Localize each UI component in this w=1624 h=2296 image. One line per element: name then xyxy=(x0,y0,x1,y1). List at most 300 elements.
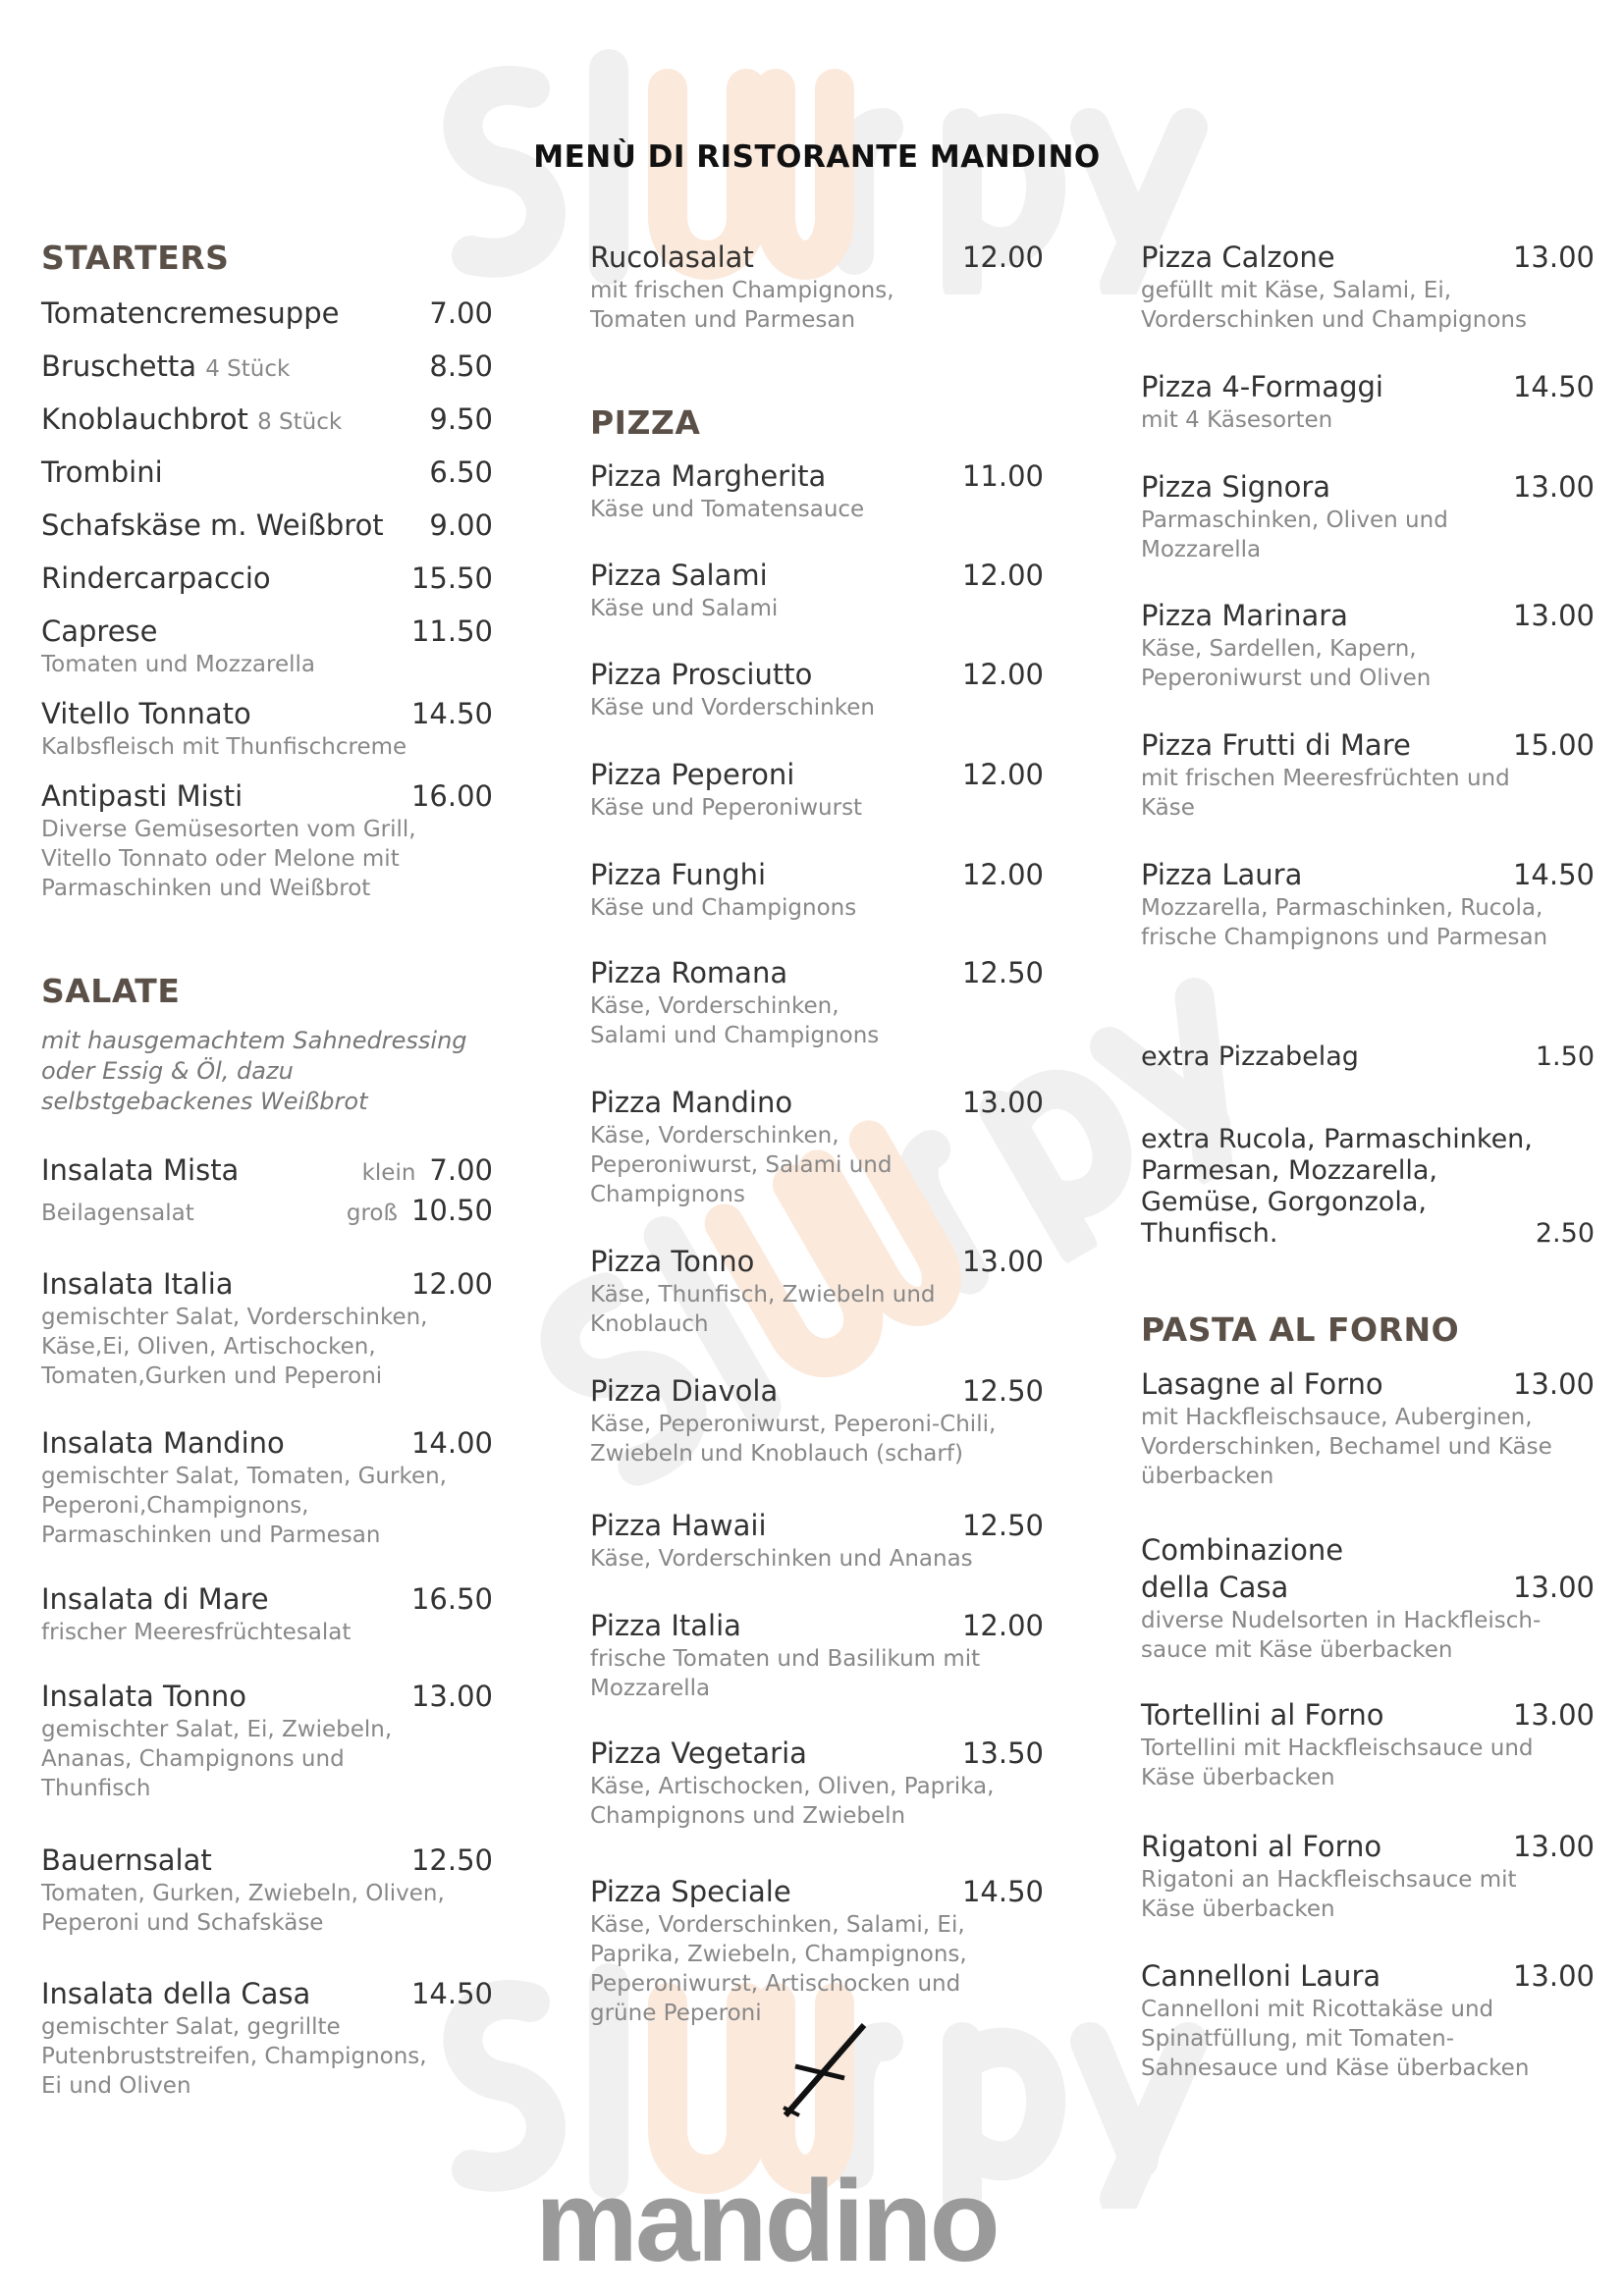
item-price: 14.00 xyxy=(410,1426,493,1460)
item-description: Knoblauch xyxy=(590,1311,709,1337)
item-description: grüne Peperoni xyxy=(590,2001,762,2026)
item-name-wrap xyxy=(41,560,271,597)
item-price-wrap xyxy=(962,656,1044,693)
item-price-wrap xyxy=(347,1192,493,1232)
item-description: Käse und Tomatensauce xyxy=(590,497,865,522)
item-subname: Beilagensalat xyxy=(41,1201,194,1226)
item-name-wrap xyxy=(41,1265,234,1303)
item-description: Käse, Vorderschinken und Ananas xyxy=(590,1546,973,1572)
item-name-wrap xyxy=(1141,368,1383,405)
item-description: gemischter Salat, Vorderschinken, xyxy=(41,1305,428,1330)
page-title: MENÙ DI RISTORANTE MANDINO xyxy=(533,139,1101,175)
item-price-wrap xyxy=(962,856,1044,893)
item-price: 8.50 xyxy=(429,349,493,383)
item-price-wrap xyxy=(411,560,493,597)
item-price-wrap xyxy=(411,1678,493,1715)
item-name: Pizza Laura xyxy=(1141,858,1303,891)
item-name-wrap xyxy=(41,1975,310,2012)
item-name: Rindercarpaccio xyxy=(41,561,271,595)
item-description: Parmaschinken, Oliven und xyxy=(1141,507,1448,533)
menu-item xyxy=(41,1678,493,1803)
item-description: gemischter Salat, Tomaten, Gurken, xyxy=(41,1464,447,1489)
item-price: 10.50 xyxy=(410,1194,493,1227)
item-name: Tortellini al Forno xyxy=(1141,1698,1384,1732)
item-name: Vitello Tonnato xyxy=(41,697,251,730)
item-description: überbacken xyxy=(1141,1464,1274,1489)
item-price: 13.00 xyxy=(1512,1698,1595,1732)
item-price: 13.00 xyxy=(1512,599,1595,632)
item-price-wrap xyxy=(1513,597,1595,634)
item-name: Schafskäse m. Weißbrot xyxy=(41,508,384,542)
menu-item xyxy=(1141,1124,1595,1250)
item-price-wrap xyxy=(411,777,493,815)
menu-item xyxy=(590,1735,1044,1831)
item-name-wrap xyxy=(41,1424,285,1462)
menu-item xyxy=(41,1265,493,1391)
extra-line xyxy=(1141,1218,1595,1250)
menu-item xyxy=(590,557,1044,623)
item-name-wrap xyxy=(590,856,766,893)
item-description: Peperoniwurst, Salami und xyxy=(590,1152,893,1178)
item-description: Champignons xyxy=(590,1182,745,1207)
menu-item xyxy=(41,1026,493,1117)
item-description: Tomaten und Parmesan xyxy=(590,307,856,333)
item-description: mit frischen Champignons, xyxy=(590,278,894,303)
item-description: Käse und Salami xyxy=(590,596,779,621)
item-price: 12.50 xyxy=(410,1843,493,1877)
item-price: 12.00 xyxy=(961,758,1044,791)
item-description: Käse, Vorderschinken, xyxy=(590,1123,839,1148)
item-row xyxy=(1141,856,1595,893)
item-name-wrap xyxy=(41,454,163,491)
menu-item xyxy=(590,756,1044,823)
item-price-wrap xyxy=(362,1151,493,1192)
menu-item xyxy=(590,1607,1044,1703)
extra-line xyxy=(1141,1187,1595,1218)
menu-item xyxy=(590,1372,1044,1468)
item-price-wrap xyxy=(1513,726,1595,764)
item-price-wrap xyxy=(1513,1696,1595,1734)
item-description: Käse und Peperoniwurst xyxy=(590,795,863,821)
item-price: 12.00 xyxy=(410,1267,493,1301)
item-name-wrap xyxy=(41,294,339,332)
item-name: Insalata di Mare xyxy=(41,1582,269,1616)
item-row xyxy=(41,294,493,332)
item-name-line xyxy=(1141,1531,1595,1569)
item-row xyxy=(41,507,493,544)
item-description: Käse überbacken xyxy=(1141,1765,1335,1790)
item-row xyxy=(590,457,1044,495)
item-price: 14.50 xyxy=(1512,370,1595,403)
item-row xyxy=(41,454,493,491)
item-name: Pizza Margherita xyxy=(590,459,827,493)
item-price-wrap xyxy=(962,1084,1044,1121)
menu-item xyxy=(590,239,1044,335)
item-name: Pizza Salami xyxy=(590,559,768,592)
menu-item xyxy=(1141,1696,1595,1792)
item-name-wrap xyxy=(1141,468,1330,506)
item-name: Combinazione xyxy=(1141,1533,1344,1567)
item-description: Ei und Oliven xyxy=(41,2073,191,2099)
item-description: Käse und Champignons xyxy=(590,895,857,921)
item-row xyxy=(41,777,493,815)
menu-item xyxy=(590,856,1044,923)
item-name-wrap xyxy=(590,756,794,793)
item-name-wrap xyxy=(1141,1957,1380,1995)
item-name-wrap xyxy=(590,1372,778,1410)
item-row xyxy=(41,1580,493,1618)
item-description: mit Hackfleischsauce, Auberginen, xyxy=(1141,1405,1533,1430)
item-description: frische Tomaten und Basilikum mit xyxy=(590,1646,981,1672)
extra-label: extra Rucola, Parmaschinken, xyxy=(1141,1124,1533,1154)
item-price: 7.00 xyxy=(429,296,493,330)
item-name: Insalata della Casa xyxy=(41,1977,311,2010)
item-description: Salami und Champignons xyxy=(590,1023,880,1048)
item-name-wrap xyxy=(1141,1696,1383,1734)
extra-label: extra Pizzabelag xyxy=(1141,1041,1359,1072)
item-row xyxy=(590,954,1044,991)
item-description: Käse, Vorderschinken, xyxy=(590,993,839,1019)
item-name-wrap xyxy=(41,1580,269,1618)
item-description: Tomaten, Gurken, Zwiebeln, Oliven, xyxy=(41,1881,445,1906)
item-price: 16.00 xyxy=(410,779,493,813)
item-name-wrap xyxy=(41,613,158,650)
item-description: Käse, Vorderschinken, Salami, Ei, xyxy=(590,1912,965,1938)
menu-item xyxy=(590,1243,1044,1339)
item-row xyxy=(41,1265,493,1303)
item-name-wrap xyxy=(1141,597,1348,634)
item-name-wrap xyxy=(590,954,787,991)
item-description: Peperoniwurst und Oliven xyxy=(1141,666,1432,691)
menu-item xyxy=(1141,1041,1595,1073)
item-name-wrap xyxy=(590,1507,767,1544)
item-price: 13.00 xyxy=(1512,240,1595,274)
item-row xyxy=(41,347,493,388)
item-row-sub xyxy=(41,1192,493,1232)
item-name: Pizza Funghi xyxy=(590,858,767,891)
section-heading xyxy=(41,972,493,1010)
item-price: 9.50 xyxy=(429,402,493,436)
item-price: 12.00 xyxy=(961,240,1044,274)
extra-line xyxy=(1141,1155,1595,1187)
item-note: 4 Stück xyxy=(205,356,291,382)
item-name: Pizza 4-Formaggi xyxy=(1141,370,1383,403)
extra-label: Thunfisch. xyxy=(1141,1218,1278,1249)
item-description: Vorderschinken, Bechamel und Käse xyxy=(1141,1434,1552,1460)
item-name-wrap xyxy=(590,1873,791,1910)
item-row xyxy=(1141,1365,1595,1403)
item-price: 13.00 xyxy=(1512,1367,1595,1401)
item-row xyxy=(41,695,493,732)
item-price-wrap xyxy=(411,1975,493,2012)
item-description: Käse xyxy=(1141,795,1195,821)
menu-item xyxy=(590,954,1044,1050)
item-name: Antipasti Misti xyxy=(41,779,244,813)
item-name-wrap xyxy=(590,457,826,495)
item-row xyxy=(1141,1828,1595,1865)
item-description: frischer Meeresfrüchtesalat xyxy=(41,1620,352,1645)
menu-item xyxy=(41,560,493,597)
item-price-wrap xyxy=(1513,239,1595,276)
item-description: Parmaschinken und Parmesan xyxy=(41,1522,381,1548)
item-name-wrap xyxy=(41,1678,246,1715)
item-description: Spinatfüllung, mit Tomaten- xyxy=(1141,2026,1454,2052)
item-price: 11.50 xyxy=(410,614,493,648)
item-price-wrap xyxy=(962,1607,1044,1644)
item-row xyxy=(590,1507,1044,1544)
item-name: Pizza Signora xyxy=(1141,470,1331,504)
item-price-wrap xyxy=(429,347,493,385)
item-name: Tomatencremesuppe xyxy=(41,296,340,330)
item-name-wrap xyxy=(590,1735,807,1772)
item-price-wrap xyxy=(1513,856,1595,893)
item-price: 13.00 xyxy=(961,1245,1044,1278)
item-row xyxy=(590,1873,1044,1910)
item-row xyxy=(1141,239,1595,276)
item-price-wrap xyxy=(1513,468,1595,506)
item-price: 12.00 xyxy=(961,1609,1044,1642)
item-name: Cannelloni Laura xyxy=(1141,1959,1381,1993)
menu-item xyxy=(590,1507,1044,1574)
menu-item xyxy=(1141,856,1595,952)
item-price-wrap xyxy=(1513,368,1595,405)
item-price-wrap xyxy=(411,1580,493,1618)
item-price-wrap xyxy=(1513,1569,1595,1606)
item-price-wrap xyxy=(962,457,1044,495)
item-row xyxy=(590,239,1044,276)
item-name: Pizza Prosciutto xyxy=(590,658,813,691)
item-description: mit frischen Meeresfrüchten und xyxy=(1141,766,1510,791)
item-description: Mozzarella xyxy=(1141,537,1262,562)
item-description: sauce mit Käse überbacken xyxy=(1141,1637,1453,1663)
item-row xyxy=(41,1678,493,1715)
menu-item xyxy=(1141,1828,1595,1924)
item-description: Kalbsfleisch mit Thunfischcreme xyxy=(41,734,407,760)
section-heading xyxy=(1141,1310,1595,1349)
item-description: Tomaten und Mozzarella xyxy=(41,652,315,677)
item-price: 12.00 xyxy=(961,858,1044,891)
item-name: Knoblauchbrot xyxy=(41,402,248,436)
item-name-wrap xyxy=(41,1842,212,1879)
section-title: PIZZA xyxy=(590,403,701,442)
menu-item xyxy=(1141,368,1595,435)
item-row xyxy=(41,1151,493,1192)
item-price-wrap xyxy=(962,1873,1044,1910)
item-row xyxy=(1141,1696,1595,1734)
item-note: groß xyxy=(346,1201,398,1226)
item-price: 13.50 xyxy=(961,1736,1044,1770)
menu-item xyxy=(1141,239,1595,335)
item-description: Cannelloni mit Ricottakäse und xyxy=(1141,1997,1494,2022)
section-intro-line: mit hausgemachtem Sahnedressing xyxy=(41,1027,467,1054)
item-price: 12.00 xyxy=(961,559,1044,592)
item-name: Insalata Mandino xyxy=(41,1426,285,1460)
item-price: 12.50 xyxy=(961,1509,1044,1542)
item-name: Rigatoni al Forno xyxy=(1141,1830,1382,1863)
item-description: Putenbruststreifen, Champignons, xyxy=(41,2044,427,2069)
menu-item xyxy=(1141,1365,1595,1491)
menu-item xyxy=(41,1424,493,1550)
item-price-wrap xyxy=(429,454,493,491)
item-description: Zwiebeln und Knoblauch (scharf) xyxy=(590,1441,963,1467)
item-description: Parmaschinken und Weißbrot xyxy=(41,876,371,901)
item-row xyxy=(1141,368,1595,405)
item-price-wrap xyxy=(429,294,493,332)
menu-item xyxy=(1141,726,1595,823)
menu-item xyxy=(1141,1957,1595,2083)
section-title: STARTERS xyxy=(41,239,230,277)
item-note: 8 Stück xyxy=(257,409,343,435)
item-price-wrap xyxy=(962,756,1044,793)
item-description: Diverse Gemüsesorten vom Grill, xyxy=(41,817,416,842)
menu-item xyxy=(590,1873,1044,2028)
extra-line xyxy=(1141,1124,1595,1155)
item-price-wrap xyxy=(411,1265,493,1303)
extra-label: Gemüse, Gorgonzola, xyxy=(1141,1187,1427,1217)
item-price-wrap xyxy=(962,239,1044,276)
item-description: Käse überbacken xyxy=(1141,1896,1335,1922)
item-description: Peperoni,Champignons, xyxy=(41,1493,309,1519)
item-price-wrap xyxy=(429,400,493,438)
item-price: 15.00 xyxy=(1512,728,1595,762)
item-price: 12.50 xyxy=(961,956,1044,989)
item-price: 14.50 xyxy=(1512,858,1595,891)
item-description: mit 4 Käsesorten xyxy=(1141,407,1333,433)
menu-item xyxy=(41,1580,493,1647)
item-row xyxy=(41,613,493,650)
item-note: klein xyxy=(361,1160,416,1186)
item-price-wrap xyxy=(962,1507,1044,1544)
item-name: Insalata Tonno xyxy=(41,1680,247,1713)
item-description: diverse Nudelsorten in Hackfleisch- xyxy=(1141,1608,1542,1633)
item-price-wrap xyxy=(1513,1828,1595,1865)
item-price-wrap xyxy=(962,954,1044,991)
item-price: 6.50 xyxy=(429,455,493,489)
menu-item xyxy=(41,1842,493,1938)
item-name-wrap xyxy=(41,400,342,441)
item-price: 14.50 xyxy=(410,697,493,730)
item-price: 13.00 xyxy=(1512,1830,1595,1863)
item-description: Rigatoni an Hackfleischsauce mit xyxy=(1141,1867,1517,1893)
extra-line xyxy=(1141,1041,1595,1073)
item-row xyxy=(590,1607,1044,1644)
item-description: gemischter Salat, Ei, Zwiebeln, xyxy=(41,1717,393,1742)
item-name: Bruschetta xyxy=(41,349,196,383)
item-name-wrap xyxy=(41,347,290,388)
item-row xyxy=(41,560,493,597)
section-intro-line: selbstgebackenes Weißbrot xyxy=(41,1088,368,1115)
item-name: Trombini xyxy=(41,455,163,489)
item-name-wrap xyxy=(590,656,812,693)
item-price: 1.50 xyxy=(1535,1041,1595,1072)
item-price: 7.00 xyxy=(429,1153,493,1187)
item-description: Käse,Ei, Oliven, Artischocken, xyxy=(41,1334,376,1360)
section-heading xyxy=(41,239,493,277)
item-description: Vitello Tonnato oder Melone mit xyxy=(41,846,400,872)
menu-item xyxy=(41,454,493,491)
item-name: Pizza Romana xyxy=(590,956,788,989)
item-price-wrap xyxy=(1513,1957,1595,1995)
menu-item xyxy=(590,457,1044,524)
item-price-wrap xyxy=(429,507,493,544)
item-name-wrap xyxy=(41,777,243,815)
item-name: Pizza Frutti di Mare xyxy=(1141,728,1411,762)
item-description: Käse, Peperoniwurst, Peperoni-Chili, xyxy=(590,1412,997,1437)
item-name-wrap xyxy=(41,695,251,732)
menu-item xyxy=(1141,468,1595,564)
item-row xyxy=(590,856,1044,893)
item-price-wrap xyxy=(962,1372,1044,1410)
item-price-wrap xyxy=(411,1842,493,1879)
item-name-wrap xyxy=(1141,856,1302,893)
item-price: 14.50 xyxy=(961,1875,1044,1908)
item-price: 13.00 xyxy=(1512,470,1595,504)
item-price: 13.00 xyxy=(1512,1571,1595,1604)
section-intro-line: oder Essig & Öl, dazu xyxy=(41,1057,294,1085)
item-name-wrap xyxy=(590,1084,792,1121)
item-name: Pizza Vegetaria xyxy=(590,1736,807,1770)
item-description: frische Champignons und Parmesan xyxy=(1141,925,1548,950)
item-description: gemischter Salat, gegrillte xyxy=(41,2014,341,2040)
item-price: 12.00 xyxy=(961,658,1044,691)
item-name-wrap xyxy=(1141,1365,1383,1403)
item-row xyxy=(590,557,1044,594)
item-price-wrap xyxy=(411,695,493,732)
item-name-wrap xyxy=(41,507,384,544)
item-price: 15.50 xyxy=(410,561,493,595)
item-name-wrap xyxy=(41,1151,239,1189)
item-price-wrap xyxy=(411,1424,493,1462)
item-name: Caprese xyxy=(41,614,158,648)
menu-item xyxy=(590,656,1044,722)
section-title: PASTA AL FORNO xyxy=(1141,1310,1460,1349)
item-description: Champignons und Zwiebeln xyxy=(590,1803,906,1829)
item-price: 2.50 xyxy=(1535,1218,1595,1249)
menu-item xyxy=(1141,597,1595,693)
item-price: 13.00 xyxy=(1512,1959,1595,1993)
item-name: Pizza Diavola xyxy=(590,1374,779,1408)
menu-item xyxy=(590,1084,1044,1209)
airplane-icon xyxy=(766,2017,874,2125)
item-name: Pizza Italia xyxy=(590,1609,741,1642)
item-name: Pizza Marinara xyxy=(1141,599,1348,632)
item-name: Rucolasalat xyxy=(590,240,754,274)
item-row xyxy=(41,1424,493,1462)
item-name-wrap xyxy=(590,1607,741,1644)
item-name-wrap xyxy=(1141,1569,1288,1606)
mandino-logo: mandino xyxy=(535,2157,998,2286)
item-row xyxy=(1141,1569,1595,1606)
item-description: Mozzarella, Parmaschinken, Rucola, xyxy=(1141,895,1543,921)
item-row xyxy=(590,1372,1044,1410)
item-description: Käse, Artischocken, Oliven, Paprika, xyxy=(590,1774,995,1799)
item-description: Sahnesauce und Käse überbacken xyxy=(1141,2056,1530,2081)
item-row xyxy=(590,1243,1044,1280)
item-name: Pizza Speciale xyxy=(590,1875,791,1908)
item-price: 9.00 xyxy=(429,508,493,542)
section-heading xyxy=(590,403,1044,442)
item-description: Ananas, Champignons und xyxy=(41,1746,345,1772)
item-description: Käse und Vorderschinken xyxy=(590,695,875,721)
item-name: Pizza Tonno xyxy=(590,1245,755,1278)
item-description: Mozzarella xyxy=(590,1676,711,1701)
item-description: Thunfisch xyxy=(41,1776,151,1801)
item-name-wrap xyxy=(1141,1828,1381,1865)
menu-item xyxy=(41,507,493,544)
item-price: 13.00 xyxy=(961,1086,1044,1119)
menu-item xyxy=(41,777,493,903)
item-description: Käse, Thunfisch, Zwiebeln und xyxy=(590,1282,936,1308)
